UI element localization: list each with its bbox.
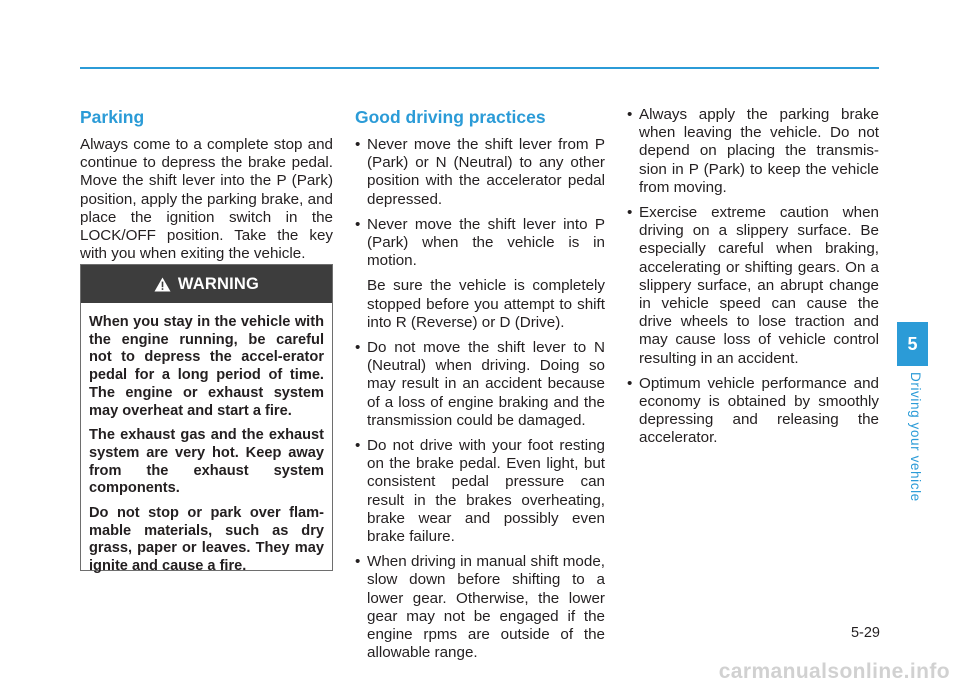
warning-triangle-icon bbox=[154, 277, 171, 292]
warning-body bbox=[81, 303, 332, 576]
warning-title: WARNING bbox=[177, 274, 260, 293]
chapter-tab: 5 bbox=[897, 322, 928, 366]
good-driving-continued bbox=[627, 106, 879, 455]
list-item bbox=[355, 339, 605, 430]
good-driving-section bbox=[355, 106, 605, 669]
list-item bbox=[355, 216, 605, 332]
list-item-text: • Optimum vehicle performance and economy is obtained by smoothly depressing and releasing the accelerator. bbox=[639, 374, 879, 447]
list-item bbox=[355, 437, 605, 546]
warning-paragraph: When you stay in the vehicle with the engine running, be careful not to depress the accel-erator pedal for a long period of time. The engine or exhaust system may overheat and start a fire. bbox=[89, 314, 324, 419]
list-item-text: • Exercise extreme caution when driving on a slippery surface. Be especially careful when braking, accelerating or shifting gears. On a slippery surface, an abrupt change in vehicle speed can cause the drive wheels to lose traction and may cause loss of vehicle control resulting in an accident. bbox=[639, 204, 879, 367]
warning-paragraph: The exhaust gas and the exhaust system are very hot. Keep away from the exhaust system components. bbox=[89, 427, 324, 497]
list-item bbox=[627, 375, 879, 448]
list-item bbox=[627, 204, 879, 368]
warning-paragraph: Do not stop or park over flam-mable materials, such as dry grass, paper or leaves. They may ignite and cause a fire. bbox=[89, 505, 324, 575]
warning-box bbox=[80, 264, 333, 575]
list-item-note: Be sure the vehicle is completely stopped before you attempt to shift into R (Reverse) or D (Drive). bbox=[367, 277, 605, 331]
list-item-text: • Always apply the parking brake when leaving the vehicle. Do not depend on placing the transmis-sion in P (Park) to keep the vehicle from moving. bbox=[639, 106, 879, 196]
list-item-text: • Do not drive with your foot resting on the brake pedal. Even light, but consistent pedal pressure can result in the brakes overheating, brake wear and possibly even brake failure. bbox=[367, 437, 605, 546]
list-item bbox=[355, 136, 605, 209]
good-driving-list-continued bbox=[627, 106, 879, 448]
parking-body: Always come to a complete stop and continue to depress the brake pedal. Move the shift lever into the P (Park) position, apply the parking brake, and place the ignition switch in the LOCK/OFF position. Take the key with you when exiting the vehicle. bbox=[80, 136, 333, 263]
good-driving-list bbox=[355, 136, 605, 662]
parking-heading: Parking bbox=[80, 107, 145, 127]
warning-header bbox=[81, 265, 332, 303]
list-item bbox=[627, 106, 879, 197]
list-item-text: • Never move the shift lever from P (Park) or N (Neutral) to any other position with the accelerator pedal depressed. bbox=[367, 136, 605, 208]
page-number: 5-29 bbox=[850, 625, 880, 641]
list-item bbox=[355, 553, 605, 662]
parking-section bbox=[80, 106, 333, 263]
list-item-text: • When driving in manual shift mode, slow down before shifting to a lower gear. Otherwise, the lower gear may not be engaged if the engine rpms are outside of the allowable range. bbox=[367, 553, 605, 662]
watermark: carmanualsonline.info bbox=[718, 660, 950, 683]
list-item-text: • Never move the shift lever into P (Park) when the vehicle is in motion. bbox=[367, 215, 605, 270]
list-item-text: • Do not move the shift lever to N (Neutral) when driving. Doing so may result in an accident because of a loss of engine braking and the transmission could be damaged. bbox=[367, 339, 605, 429]
chapter-title: Driving your vehicle bbox=[908, 372, 923, 502]
top-rule bbox=[80, 67, 879, 69]
good-driving-heading: Good driving practices bbox=[355, 107, 546, 127]
